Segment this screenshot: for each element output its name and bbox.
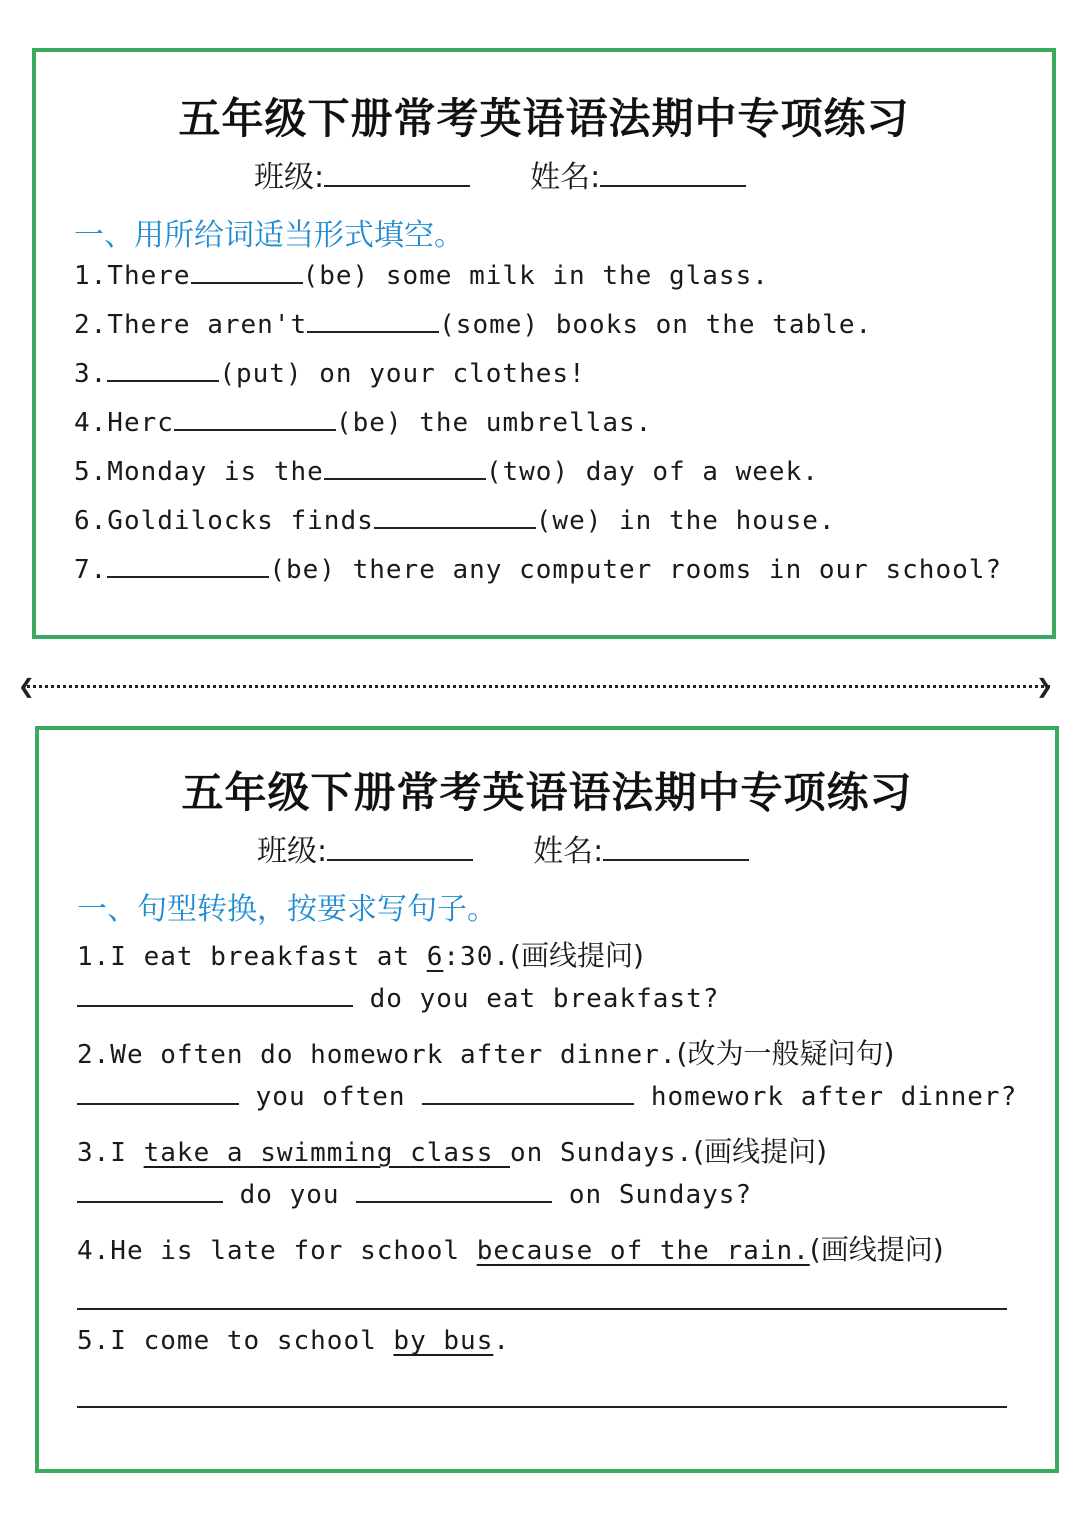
answer-blank[interactable] [107, 358, 219, 382]
class-label: 班级: [254, 160, 325, 195]
answer-blank[interactable] [374, 505, 536, 529]
answer-line-3 [77, 1179, 752, 1210]
answer-blank[interactable] [107, 554, 269, 578]
class-label: 班级: [257, 834, 328, 869]
answer-blank[interactable] [324, 456, 486, 480]
student-info-row [257, 826, 749, 870]
question-1 [74, 260, 769, 291]
question-text: 2.There aren't [74, 310, 308, 340]
question-text: 4.He is late for school [77, 1236, 477, 1266]
question-text: (some) books on the table. [439, 310, 873, 340]
answer-text: do you [239, 1180, 340, 1210]
instruction-note: (画线提问) [510, 939, 644, 972]
question-text: (be) some milk in the glass. [302, 261, 769, 291]
worksheet-title: 五年级下册常考英语语法期中专项练习 [178, 94, 910, 143]
answer-blank[interactable] [307, 309, 439, 333]
answer-text: homework after dinner? [650, 1082, 1018, 1112]
arrow-left-icon: ❮ [18, 674, 35, 698]
question-1 [77, 934, 644, 974]
arrow-right-icon: ❯ [1036, 674, 1053, 698]
question-4 [77, 1228, 944, 1268]
underlined-text: take a swimming class [143, 1138, 510, 1168]
name-label: 姓名: [533, 834, 604, 869]
answer-blank[interactable] [77, 1081, 239, 1105]
cut-line-divider [22, 685, 1050, 690]
answer-line-1 [77, 983, 719, 1014]
section-heading: 一、用所给词适当形式填空。 [74, 218, 464, 253]
worksheet-card-fill-blanks [32, 48, 1056, 639]
question-text: (we) in the house. [535, 506, 836, 536]
name-blank[interactable] [603, 833, 749, 861]
name-label: 姓名: [530, 160, 601, 195]
question-3 [74, 358, 586, 389]
question-5 [74, 456, 819, 487]
question-text: (two) day of a week. [485, 457, 819, 487]
question-text: 7. [74, 555, 108, 585]
question-2 [77, 1032, 894, 1072]
question-text: 2.We often do homework after dinner. [77, 1040, 677, 1070]
answer-text: do you eat breakfast? [369, 984, 720, 1014]
name-blank[interactable] [600, 159, 746, 187]
question-3 [77, 1130, 827, 1170]
question-2 [74, 309, 872, 340]
underlined-text: by bus [393, 1326, 494, 1356]
underlined-text: because of the rain. [476, 1236, 810, 1266]
answer-line-4[interactable] [77, 1308, 1007, 1310]
answer-blank[interactable] [422, 1081, 634, 1105]
instruction-note: (画线提问) [693, 1135, 828, 1168]
class-blank[interactable] [324, 159, 470, 187]
answer-line-2 [77, 1081, 1017, 1112]
answer-line-5[interactable] [77, 1406, 1007, 1408]
class-blank[interactable] [327, 833, 473, 861]
instruction-note: (改为一般疑问句) [676, 1037, 895, 1070]
question-text: on Sundays. [510, 1138, 694, 1168]
section-heading: 一、句型转换，按要求写句子。 [77, 892, 497, 927]
question-text: 5.Monday is the [74, 457, 324, 487]
underlined-text: 6 [426, 942, 444, 972]
question-6 [74, 505, 836, 536]
answer-blank[interactable] [356, 1179, 552, 1203]
instruction-note: (画线提问) [809, 1233, 944, 1266]
question-5 [77, 1326, 510, 1356]
answer-blank[interactable] [191, 260, 303, 284]
student-info-row [254, 152, 746, 196]
question-text: 6.Goldilocks finds [74, 506, 374, 536]
worksheet-title: 五年级下册常考英语语法期中专项练习 [181, 768, 913, 817]
question-text: 4.Herc [74, 408, 174, 438]
worksheet-card-sentence-transform [35, 726, 1059, 1473]
question-text: 3. [74, 359, 108, 389]
answer-blank[interactable] [77, 983, 353, 1007]
question-text: (be) the umbrellas. [335, 408, 653, 438]
answer-text: on Sundays? [568, 1180, 753, 1210]
question-7 [74, 554, 1002, 585]
question-text: 1.I eat breakfast at [77, 942, 427, 972]
question-text: (be) there any computer rooms in our school? [269, 555, 1003, 585]
answer-blank[interactable] [174, 407, 336, 431]
answer-blank[interactable] [77, 1179, 223, 1203]
question-text: :30. [443, 942, 511, 972]
answer-text: you often [255, 1082, 406, 1112]
question-text: (put) on your clothes! [219, 359, 586, 389]
question-text: 1.There [74, 261, 191, 291]
question-text: 5.I come to school [77, 1326, 394, 1356]
question-text: 3.I [77, 1138, 144, 1168]
question-text: . [493, 1326, 510, 1356]
question-4 [74, 407, 652, 438]
